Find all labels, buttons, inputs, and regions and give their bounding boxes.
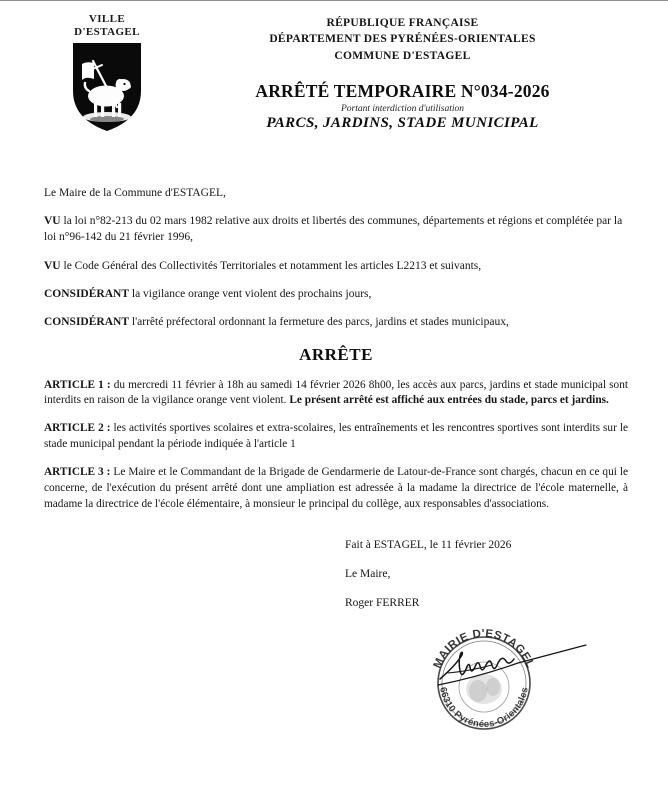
- decision-heading: ARRÊTE: [299, 344, 373, 364]
- signature-role: Le Maire,: [345, 568, 391, 580]
- article-item: [44, 378, 628, 410]
- signature-place-date: Fait à ESTAGEL, le 11 février 2026: [345, 539, 512, 551]
- commune-line: COMMUNE D'ESTAGEL: [334, 49, 471, 62]
- svg-text:MAIRIE D'ESTAGEL: [432, 628, 537, 670]
- article-text: Le Maire et le Commandant de la Brigade de Gendarmerie de Latour-de-France sont chargés, chacun en ce qui le concerne, de l'exécution du présent arrêté dont une ampliation est adressée à la madame la directrice de l'école maternelle, à madame la directrice de l'école élémentaire, à monsieur le principal du collège, aux responsables d'associations.: [44, 465, 629, 510]
- stamp-bottom-text: 66310 Pyrénées-Orientales: [437, 686, 531, 731]
- commune-crest: [48, 13, 166, 133]
- decree-subject: PARCS, JARDINS, STADE MUNICIPAL: [266, 114, 539, 131]
- intro-line: Le Maire de la Commune d'ESTAGEL,: [44, 187, 226, 199]
- clause-text: l'arrêté préfectoral ordonnant la fermeture des parcs, jardins et stades municipaux,: [129, 316, 509, 329]
- clause-lead: VU: [44, 215, 61, 227]
- document-header: [0, 1, 668, 181]
- article-lead: ARTICLE 3 :: [44, 465, 111, 478]
- official-stamp: [418, 621, 618, 741]
- article-lead: ARTICLE 2 :: [44, 422, 111, 435]
- signature-name: Roger FERRER: [345, 597, 420, 609]
- clause-item: [44, 314, 628, 330]
- article-item: [44, 465, 628, 512]
- document-body: [44, 187, 628, 524]
- republic-line: RÉPUBLIQUE FRANÇAISE: [326, 17, 479, 29]
- clause-lead: CONSIDÉRANT: [44, 316, 129, 329]
- header-title-block: [175, 15, 630, 132]
- article-item: [44, 421, 628, 453]
- department-line: DÉPARTEMENT DES PYRÉNÉES-ORIENTALES: [269, 33, 536, 46]
- clause-lead: VU: [44, 259, 61, 272]
- crest-label-line2: D'ESTAGEL: [74, 25, 140, 38]
- article-text: les activités sportives scolaires et extra-scolaires, les entraînements et les rencontres sportives sont interdits sur le stade municipal pendant la période indiquée à l'article 1: [44, 422, 628, 451]
- clause-item: [44, 213, 628, 246]
- crest-label: [48, 13, 166, 38]
- clause-lead: CONSIDÉRANT: [44, 287, 129, 300]
- crest-label-line1: VILLE: [88, 13, 126, 25]
- decree-title: ARRÊTÉ TEMPORAIRE N°034-2026: [255, 80, 550, 101]
- mairie-stamp-icon: [418, 621, 618, 741]
- article-text: du mercredi 11 février à 18h au samedi 14 février 2026 8h00, les accès aux parcs, jardins et stade municipal sont interdits en raison de la vigilance orange vent violent.: [44, 378, 628, 407]
- clause-text: le Code Général des Collectivités Territoriales et notamment les articles L2213 et suivants,: [60, 259, 482, 272]
- clause-item: [44, 258, 628, 274]
- stamp-top-text: MAIRIE D'ESTAGEL: [431, 627, 537, 671]
- paschal-lamb-shield-icon: [71, 41, 143, 133]
- article-lead: ARTICLE 1 :: [44, 378, 111, 391]
- article-bold-tail: Le présent arrêté est affiché aux entrées du stade, parcs et jardins.: [289, 394, 609, 407]
- clause-text: la vigilance orange vent violent des prochains jours,: [129, 287, 372, 300]
- clause-text: la loi n°82-213 du 02 mars 1982 relative aux droits et libertés des communes, départements et régions et complétée par la loi n°96-142 du 21 février 1996,: [44, 215, 623, 244]
- decree-subtitle: Portant interdiction d'utilisation: [340, 103, 465, 114]
- signature-block: [345, 539, 615, 626]
- clause-item: [44, 286, 628, 302]
